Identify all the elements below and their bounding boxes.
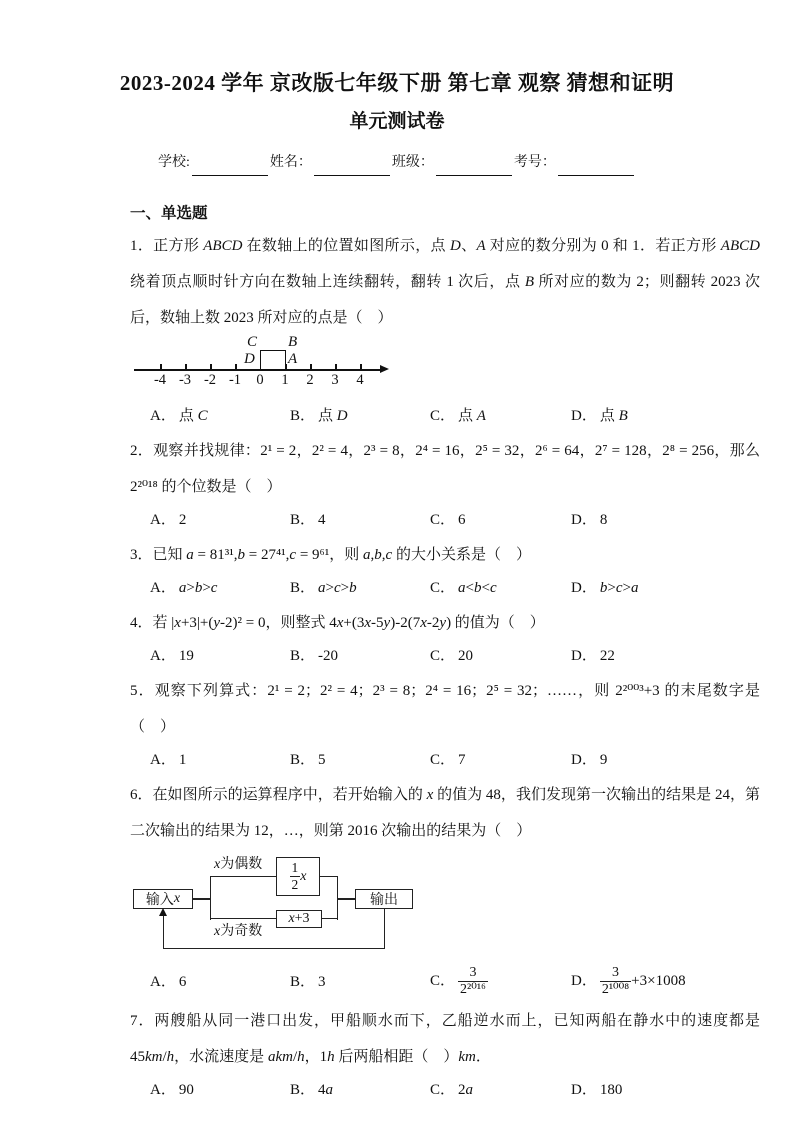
- option-letter: C．: [430, 512, 456, 528]
- option-text: 5: [318, 752, 326, 768]
- fraction-numerator: 3: [612, 965, 619, 980]
- option-a: [150, 574, 290, 602]
- option-letter: A．: [150, 408, 176, 424]
- numberline-axis: [134, 369, 382, 371]
- option-text: a>b>c: [178, 580, 218, 596]
- option-letter: A．: [150, 512, 176, 528]
- option-d: [571, 642, 760, 670]
- option-letter: C．: [430, 1082, 456, 1099]
- examno-field: [514, 150, 634, 176]
- option-c: [430, 746, 571, 774]
- tick-mark: [335, 364, 337, 369]
- option-text: b>c>a: [599, 580, 639, 596]
- class-label: 班级：: [391, 155, 434, 170]
- option-d: [571, 963, 760, 1000]
- odd-merge-line: [322, 918, 338, 919]
- exam-title-line1: 2023-2024 学年 京改版七年级下册 第七章 观察 猜想和证明: [119, 71, 675, 95]
- fraction-numerator: 1: [291, 860, 299, 876]
- feedback-line-up: [163, 915, 164, 949]
- question-4: [130, 605, 760, 670]
- option-fraction: [458, 965, 488, 998]
- even-merge-line: [320, 876, 338, 877]
- option-a: [150, 402, 290, 430]
- tick-label: -4: [153, 372, 167, 388]
- option-b: [290, 402, 430, 430]
- tick-label: 1: [281, 372, 289, 388]
- option-a: [150, 746, 290, 774]
- option-text: 90: [178, 1082, 194, 1099]
- option-text: 点 D: [318, 408, 348, 424]
- option-letter: A．: [150, 973, 176, 990]
- option-letter: C．: [430, 752, 456, 768]
- option-text: 6: [458, 512, 466, 528]
- square-label-c: C: [247, 334, 258, 350]
- tick-label: -2: [203, 372, 217, 388]
- option-b: [290, 1076, 430, 1104]
- option-text: 2a: [458, 1082, 474, 1099]
- odd-branch-line: [210, 918, 276, 919]
- fraction-denominator: 2¹⁰⁰⁸: [601, 982, 630, 998]
- question-6: [130, 777, 760, 1000]
- branch-rail-left: [210, 876, 211, 920]
- option-text: 7: [458, 752, 466, 768]
- numberline-figure: [134, 334, 404, 398]
- tick-label: 3: [331, 372, 339, 388]
- school-blank: [192, 150, 268, 176]
- option-letter: B．: [290, 408, 316, 424]
- option-letter: A．: [150, 1082, 176, 1099]
- option-b: [290, 746, 430, 774]
- input-box: 输入 x: [133, 889, 193, 909]
- even-branch-line: [210, 876, 276, 877]
- question-3-stem: 3．已知 a = 81³¹,b = 27⁴¹,c = 9⁶¹，则 a,b,c 的大小关系是（ ）: [130, 547, 531, 563]
- option-letter: B．: [290, 752, 316, 768]
- class-field: [392, 150, 512, 176]
- option-b: [290, 968, 430, 996]
- option-c: [430, 574, 571, 602]
- question-5-options: [130, 746, 760, 774]
- question-6-stem: 6．在如图所示的运算程序中，若开始输入的 x 的值为 48，我们发现第一次输出的结果是 24，第二次输出的结果为 12，…，则第 2016 次输出的结果为（ ）: [130, 787, 760, 839]
- fraction-denominator: 2²⁰¹⁶: [460, 982, 486, 998]
- option-fraction: [600, 965, 631, 998]
- student-info-row: [130, 150, 760, 176]
- option-letter: A．: [150, 580, 176, 596]
- option-d: [571, 574, 760, 602]
- option-letter: D．: [571, 648, 597, 664]
- option-letter: B．: [290, 973, 316, 990]
- fraction-denominator: 2: [291, 877, 299, 892]
- odd-condition-label: x为奇数: [214, 924, 263, 939]
- school-field: [158, 150, 268, 176]
- tick-label: 4: [356, 372, 364, 388]
- option-letter: D．: [571, 408, 597, 424]
- option-text: 6: [178, 973, 187, 990]
- option-a: [150, 1076, 290, 1104]
- option-c: [430, 1076, 571, 1104]
- option-text: a<b<c: [458, 580, 497, 596]
- option-text: 19: [178, 648, 194, 664]
- option-d: [571, 402, 760, 430]
- question-6-options: [130, 963, 760, 1000]
- option-letter: C．: [430, 580, 456, 596]
- option-letter: A．: [150, 752, 176, 768]
- option-b: [290, 574, 430, 602]
- option-d: [571, 506, 760, 534]
- class-blank: [436, 150, 512, 176]
- option-text: 点 A: [458, 408, 486, 424]
- question-1-stem: 1．正方形 ABCD 在数轴上的位置如图所示，点 D、A 对应的数分别为 0 和 1．若正方形 ABCD 绕着顶点顺时针方向在数轴上连续翻转，翻转 1 次后，点 B 所对应的数为 2；则翻转 2023 次后，数轴上数 2023 所对应的点是（ ）: [130, 238, 760, 326]
- question-1: [130, 228, 760, 430]
- numberline-arrow-icon: [380, 365, 389, 373]
- option-text: 9: [599, 752, 608, 768]
- option-text: 180: [599, 1082, 623, 1099]
- option-text: 8: [599, 512, 608, 528]
- option-letter: C．: [430, 973, 456, 990]
- option-c: [430, 642, 571, 670]
- option-letter: B．: [290, 580, 316, 596]
- tick-mark: [235, 364, 237, 369]
- feedback-line-bottom: [163, 948, 385, 949]
- examno-label: 考号：: [513, 155, 556, 170]
- question-4-stem: 4．若 |x+3|+(y-2)² = 0，则整式 4x+(3x-5y)-2(7x-2y) 的值为（ ）: [130, 615, 545, 631]
- option-c: [430, 402, 571, 430]
- option-text: 20: [458, 648, 474, 664]
- option-letter: B．: [290, 1082, 316, 1099]
- option-b: [290, 642, 430, 670]
- option-text: 4: [318, 512, 326, 528]
- option-letter: D．: [571, 512, 597, 528]
- option-a: [150, 968, 290, 996]
- section-heading-single-choice: 一、单选题: [130, 205, 208, 222]
- question-2-stem: 2．观察并找规律：2¹ = 2，2² = 4，2³ = 8，2⁴ = 16，2⁵ = 32，2⁶ = 64，2⁷ = 128，2⁸ = 256，那么 2²⁰¹⁸ 的个位数是（ ）: [130, 443, 760, 495]
- question-2: [130, 433, 760, 534]
- question-5: [130, 673, 760, 774]
- option-letter: D．: [571, 1082, 597, 1099]
- option-letter: C．: [430, 408, 456, 424]
- question-4-options: [130, 642, 760, 670]
- question-2-options: [130, 506, 760, 534]
- half-fraction: [290, 860, 301, 892]
- option-text: 点 C: [178, 408, 208, 424]
- half-operation-box: [276, 857, 320, 896]
- question-3-options: [130, 574, 760, 602]
- title-block: [34, 64, 760, 142]
- option-letter: C．: [430, 648, 456, 664]
- flowchart-figure: [130, 853, 430, 957]
- tick-mark: [160, 364, 162, 369]
- half-variable: x: [300, 868, 307, 884]
- option-text: a>c>b: [318, 580, 357, 596]
- option-d: [571, 746, 760, 774]
- option-letter: B．: [290, 648, 316, 664]
- feedback-line-down: [384, 909, 385, 949]
- tick-mark: [310, 364, 312, 369]
- tick-label: -1: [228, 372, 242, 388]
- name-label: 姓名：: [269, 155, 312, 170]
- question-7-options: [130, 1076, 760, 1104]
- square-label-b: B: [288, 334, 298, 350]
- option-text: 3: [318, 973, 326, 990]
- name-blank: [314, 150, 390, 176]
- option-text: -20: [318, 648, 339, 664]
- option-a: [150, 642, 290, 670]
- examno-blank: [558, 150, 634, 176]
- option-a: [150, 506, 290, 534]
- option-letter: D．: [571, 973, 597, 990]
- tick-mark: [185, 364, 187, 369]
- option-d: [571, 1076, 760, 1104]
- add-three-box: x +3: [276, 910, 322, 928]
- school-label: 学校:: [158, 155, 190, 170]
- question-5-stem: 5．观察下列算式：2¹ = 2；2² = 4；2³ = 8；2⁴ = 16；2⁵ = 32；……，则 2²⁰⁰³+3 的末尾数字是（ ）: [130, 683, 760, 735]
- square-label-a: A: [288, 351, 298, 367]
- option-text: 1: [178, 752, 187, 768]
- option-text: 22: [599, 648, 615, 664]
- option-text: 2: [178, 512, 187, 528]
- option-c: [430, 963, 571, 1000]
- option-b: [290, 506, 430, 534]
- option-c: [430, 506, 571, 534]
- question-1-options: [130, 402, 760, 430]
- tick-label: 0: [256, 372, 264, 388]
- fraction-numerator: 3: [469, 965, 477, 980]
- square-abcd: [260, 350, 286, 370]
- connector-line: [193, 898, 211, 899]
- tick-label: -3: [178, 372, 192, 388]
- tick-mark: [210, 364, 212, 369]
- option-letter: D．: [571, 580, 597, 596]
- question-7: [130, 1003, 760, 1104]
- option-letter: A．: [150, 648, 176, 664]
- even-condition-label: x为偶数: [214, 857, 263, 872]
- exam-title-line2: 单元测试卷: [349, 111, 445, 132]
- tick-label: 2: [306, 372, 314, 388]
- option-text-suffix: +3×1008: [631, 973, 686, 990]
- output-box: 输出: [355, 889, 413, 909]
- question-7-stem: 7．两艘船从同一港口出发，甲船顺水而下，乙船逆水而上，已知两船在静水中的速度都是 45km/h，水流速度是 akm/h，1h 后两船相距（ ）km．: [130, 1013, 760, 1066]
- option-text: 4a: [318, 1082, 334, 1099]
- option-letter: B．: [290, 512, 316, 528]
- connector-line: [337, 898, 355, 899]
- option-letter: D．: [571, 752, 597, 768]
- option-text: 点 B: [599, 408, 628, 424]
- feedback-arrow-icon: [159, 908, 167, 916]
- square-label-d: D: [244, 351, 255, 367]
- tick-mark: [360, 364, 362, 369]
- question-3: [130, 537, 760, 602]
- name-field: [270, 150, 390, 176]
